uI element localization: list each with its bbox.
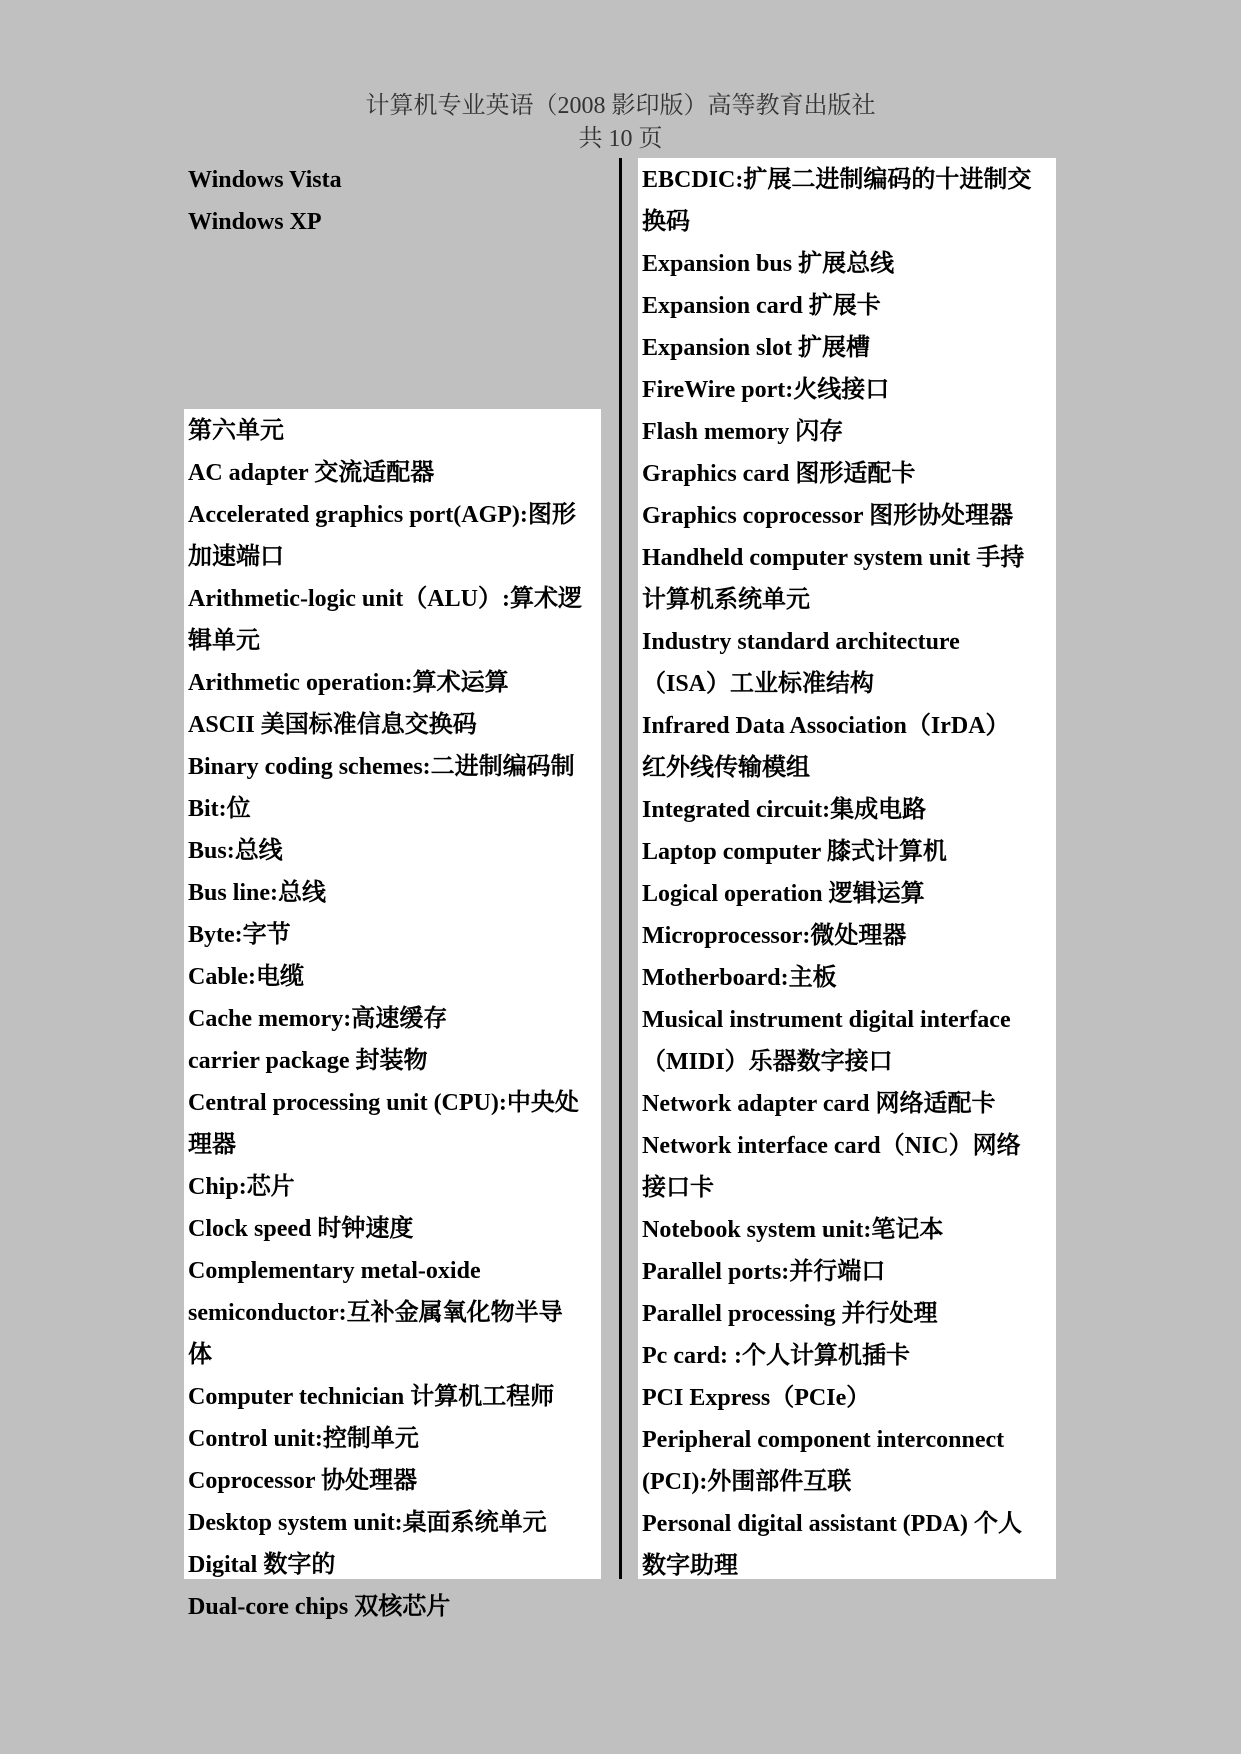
- left-top-area: [184, 159, 601, 410]
- list-item: Graphics card 图形适配卡: [642, 461, 916, 487]
- list-item: Musical instrument digital interface: [642, 1007, 1011, 1033]
- list-item: Network interface card（NIC）网络: [642, 1133, 1021, 1159]
- list-item: 换码: [642, 209, 690, 235]
- list-item: Peripheral component interconnect: [642, 1427, 1005, 1453]
- list-item: Cache memory:高速缓存: [188, 1006, 448, 1032]
- list-item: Computer technician 计算机工程师: [188, 1384, 555, 1410]
- list-item: 接口卡: [642, 1175, 714, 1201]
- list-item: Notebook system unit:笔记本: [642, 1217, 944, 1243]
- list-item: Parallel ports:并行端口: [642, 1259, 886, 1285]
- list-item: semiconductor:互补金属氧化物半导: [188, 1300, 563, 1326]
- list-item: Graphics coprocessor 图形协处理器: [642, 503, 1014, 529]
- left-term-list: [184, 452, 601, 1628]
- list-item: Integrated circuit:集成电路: [642, 797, 927, 823]
- list-item: 体: [188, 1342, 212, 1368]
- column-divider: [619, 158, 622, 1579]
- list-item: Pc card: :个人计算机插卡: [642, 1343, 910, 1369]
- list-item: EBCDIC:扩展二进制编码的十进制交: [642, 167, 1032, 193]
- list-item: Logical operation 逻辑运算: [642, 881, 925, 907]
- list-item: Expansion bus 扩展总线: [642, 251, 895, 277]
- list-item: Arithmetic-logic unit（ALU）:算术逻: [188, 586, 582, 612]
- list-item: （MIDI）乐器数字接口: [642, 1049, 893, 1075]
- list-item: Network adapter card 网络适配卡: [642, 1091, 996, 1117]
- list-item: carrier package 封装物: [188, 1048, 428, 1074]
- list-item: 理器: [188, 1132, 236, 1158]
- page-count: 共 10 页: [578, 126, 663, 152]
- list-item: Accelerated graphics port(AGP):图形: [188, 502, 576, 528]
- list-item: Complementary metal-oxide: [188, 1258, 481, 1284]
- list-item: AC adapter 交流适配器: [188, 460, 435, 486]
- list-item: Motherboard:主板: [642, 965, 837, 991]
- list-item: Bus:总线: [188, 838, 283, 864]
- list-item: Expansion slot 扩展槽: [642, 335, 871, 361]
- list-item: Infrared Data Association（IrDA）: [642, 713, 1010, 739]
- list-item: Dual-core chips 双核芯片: [188, 1594, 451, 1620]
- list-item: Microprocessor:微处理器: [642, 923, 907, 949]
- list-item: Desktop system unit:桌面系统单元: [188, 1510, 547, 1536]
- list-item: （ISA）工业标准结构: [642, 671, 875, 697]
- list-item: Binary coding schemes:二进制编码制: [188, 754, 575, 780]
- list-item: Personal digital assistant (PDA) 个人: [642, 1511, 1022, 1537]
- list-item: Windows XP: [188, 209, 322, 235]
- list-item: Windows Vista: [188, 167, 342, 193]
- list-item: FireWire port:火线接口: [642, 377, 890, 403]
- list-item: Industry standard architecture: [642, 629, 960, 655]
- list-item: Coprocessor 协处理器: [188, 1468, 418, 1494]
- list-item: 数字助理: [642, 1553, 738, 1579]
- list-item: Laptop computer 膝式计算机: [642, 839, 947, 865]
- list-item: PCI Express（PCIe）: [642, 1385, 871, 1411]
- list-item: Central processing unit (CPU):中央处: [188, 1090, 579, 1116]
- list-item: Flash memory 闪存: [642, 419, 844, 445]
- list-item: Expansion card 扩展卡: [642, 293, 881, 319]
- list-item: Bit:位: [188, 796, 251, 822]
- right-column: [638, 159, 1056, 1587]
- section-title: 第六单元: [188, 418, 284, 444]
- list-item: Byte:字节: [188, 922, 291, 948]
- list-item: 辑单元: [188, 628, 260, 654]
- list-item: Clock speed 时钟速度: [188, 1216, 414, 1242]
- list-item: Arithmetic operation:算术运算: [188, 670, 509, 696]
- list-item: Handheld computer system unit 手持: [642, 545, 1025, 571]
- list-item: 计算机系统单元: [642, 587, 810, 613]
- list-item: Bus line:总线: [188, 880, 327, 906]
- left-column: [184, 159, 601, 1628]
- list-item: Chip:芯片: [188, 1174, 295, 1200]
- list-item: Cable:电缆: [188, 964, 304, 990]
- list-item: Digital 数字的: [188, 1552, 336, 1578]
- list-item: Control unit:控制单元: [188, 1426, 419, 1452]
- list-item: 红外线传输模组: [642, 755, 810, 781]
- list-item: Parallel processing 并行处理: [642, 1301, 938, 1327]
- list-item: ASCII 美国标准信息交换码: [188, 712, 477, 738]
- list-item: 加速端口: [188, 544, 284, 570]
- document-title: 计算机专业英语（2008 影印版）高等教育出版社: [365, 93, 876, 119]
- list-item: (PCI):外围部件互联: [642, 1469, 852, 1495]
